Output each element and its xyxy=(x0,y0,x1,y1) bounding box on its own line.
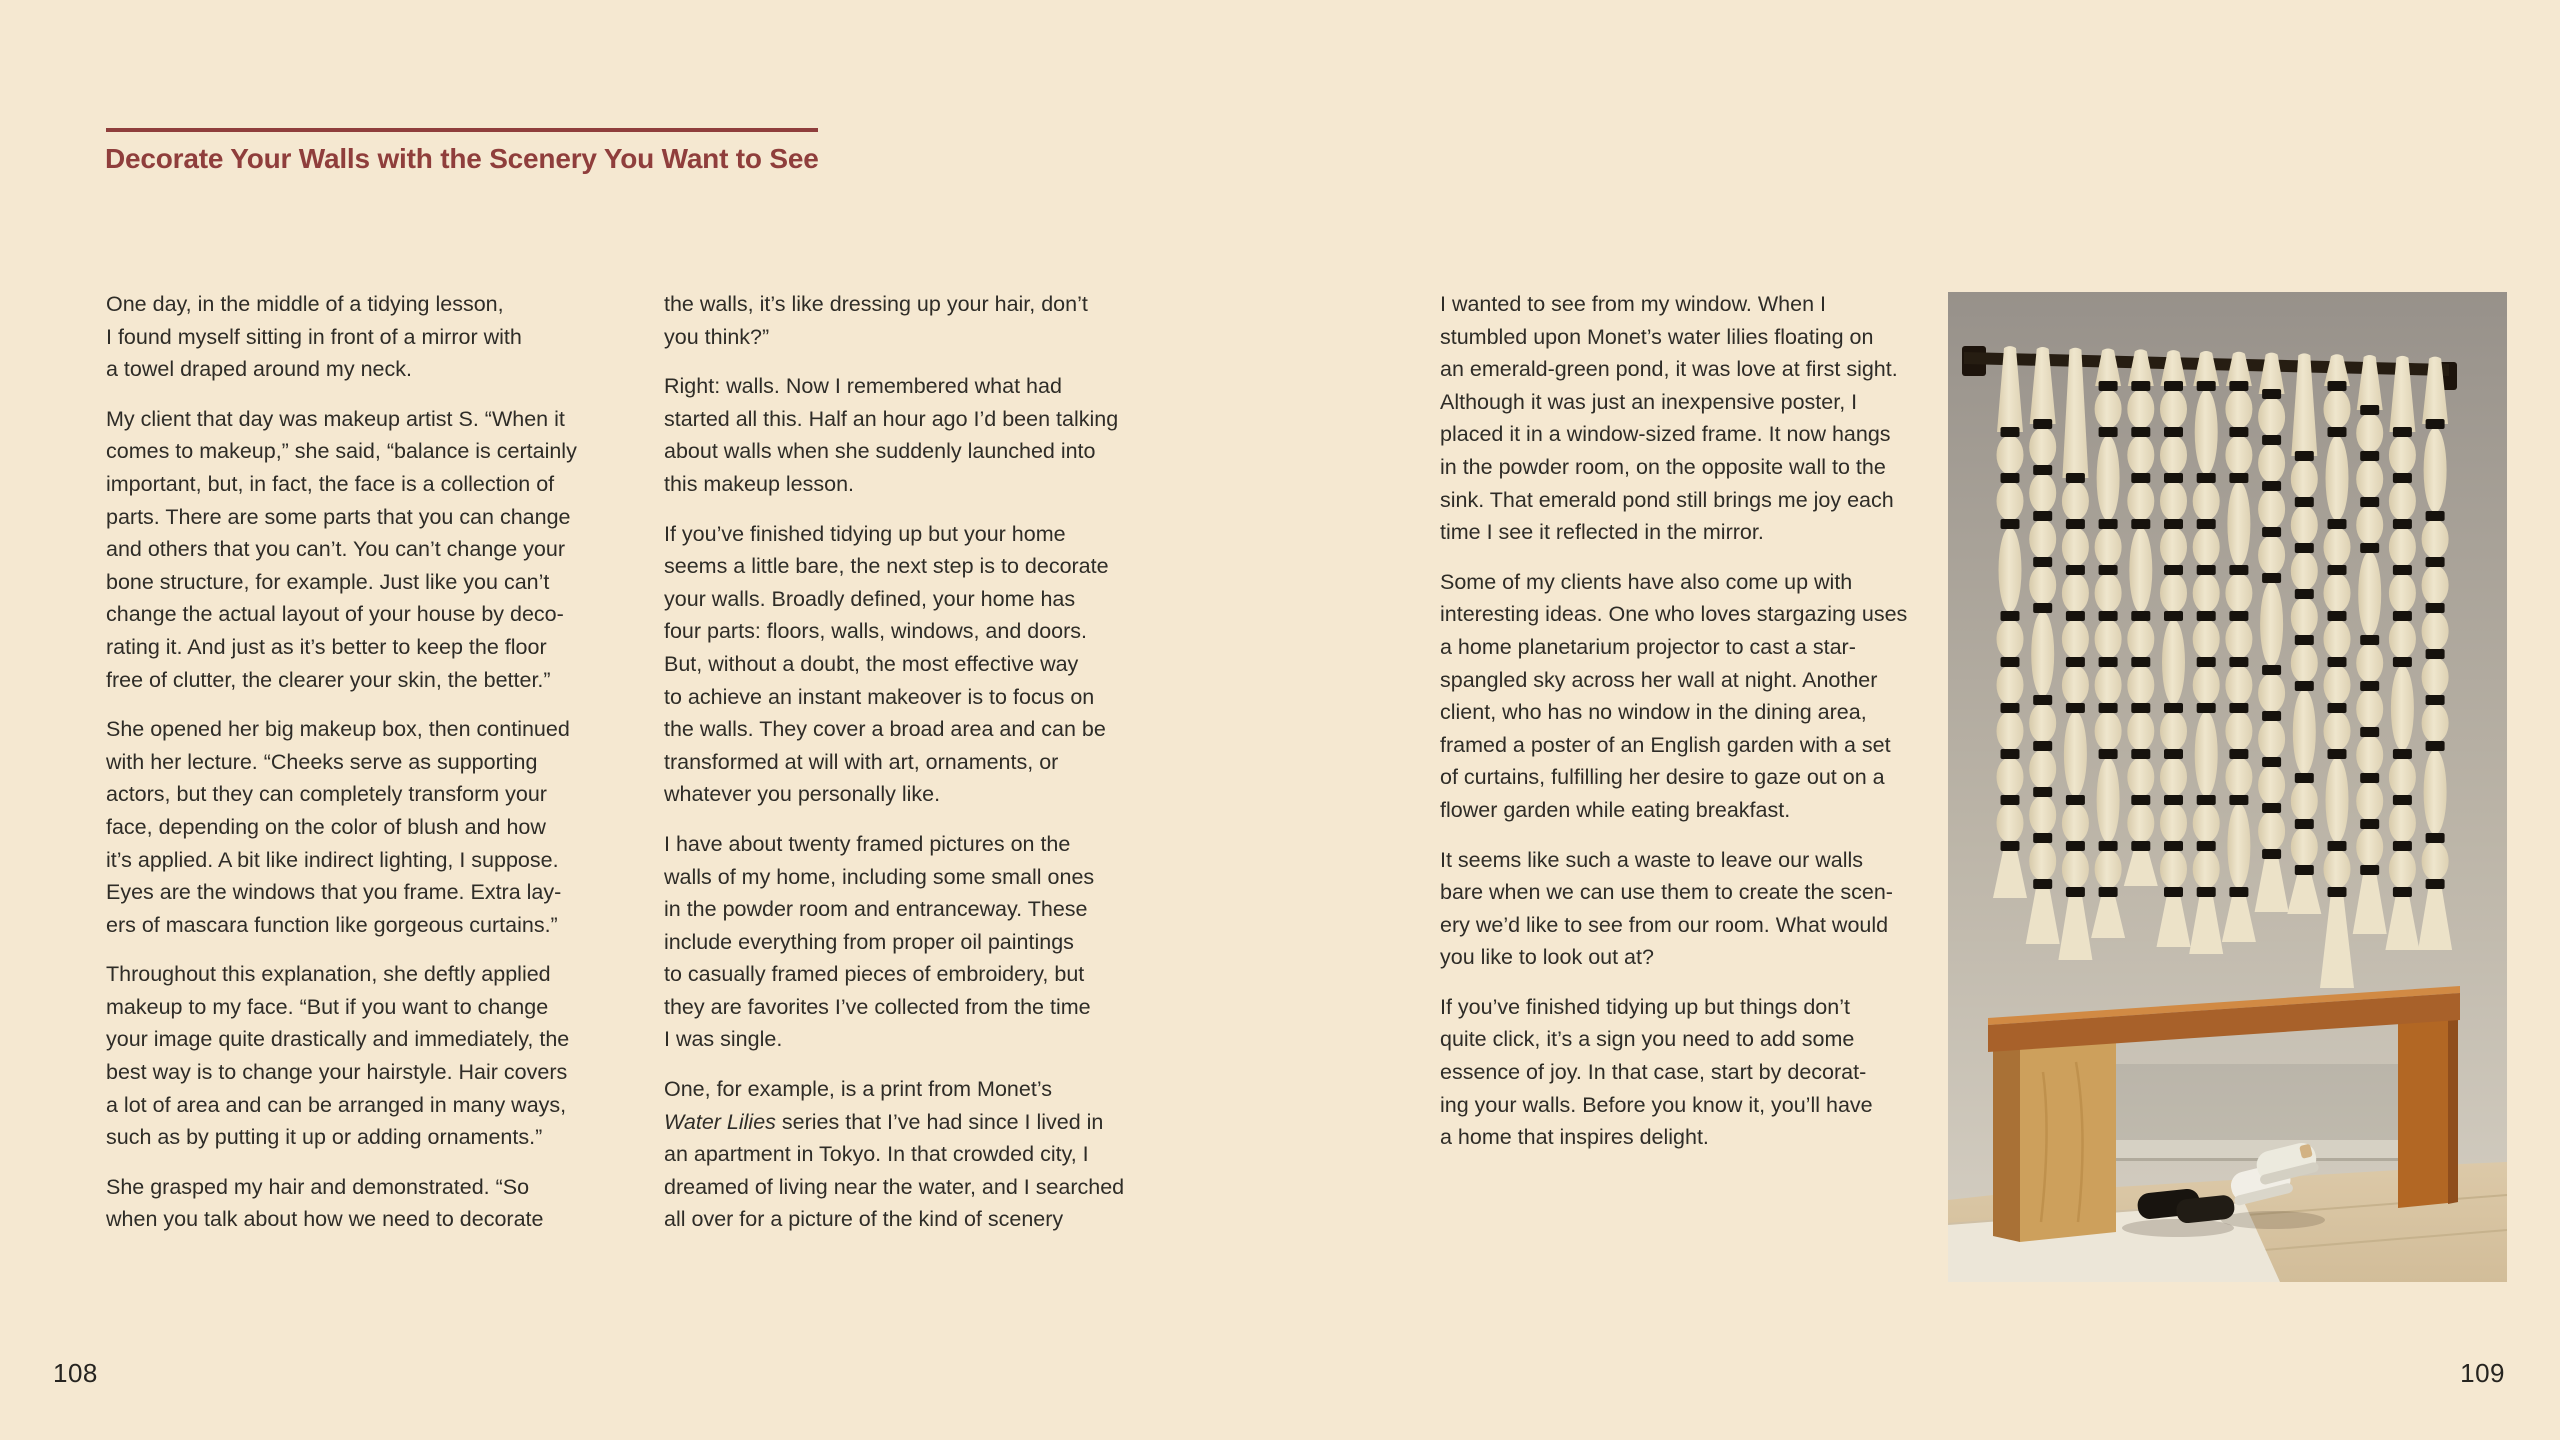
text-line: in the powder room, on the opposite wall to the xyxy=(1440,454,1886,479)
page-number-right: 109 xyxy=(2460,1358,2505,1388)
text-line: She opened her big makeup box, then continued xyxy=(106,717,570,742)
baseboard xyxy=(2108,1140,2408,1158)
text-line: your image quite drastically and immediately, the xyxy=(106,1027,570,1052)
text-line: seems a little bare, the next step is to decorate xyxy=(664,554,1109,579)
text-line: If you’ve finished tidying up but things don’t xyxy=(1440,994,1850,1019)
text-line: to achieve an instant makeover is to focus on xyxy=(664,684,1095,709)
paragraph xyxy=(106,958,576,1154)
text-line: this makeup lesson. xyxy=(664,471,855,496)
text-line: Eyes are the windows that you frame. Extra lay- xyxy=(106,880,562,905)
text-line: But, without a doubt, the most effective way xyxy=(664,651,1079,676)
text-line: It seems like such a waste to leave our walls xyxy=(1440,847,1864,872)
text-line: bone structure, for example. Just like you can’t xyxy=(106,569,550,594)
paragraph xyxy=(1440,991,1910,1154)
text-line: started all this. Half an hour ago I’d been talking xyxy=(664,406,1119,431)
text-line: I found myself sitting in front of a mirror with xyxy=(106,324,522,349)
text-column-right xyxy=(1440,288,1910,1171)
text-line: face, depending on the color of blush and how xyxy=(106,814,546,839)
text-line: I wanted to see from my window. When I xyxy=(1440,292,1826,316)
text-line: walls of my home, including some small ones xyxy=(664,864,1095,889)
text-line: with her lecture. “Cheeks serve as supporting xyxy=(106,749,538,774)
paragraph xyxy=(106,288,576,386)
paragraph xyxy=(664,288,1134,353)
text-column-middle xyxy=(664,288,1134,1253)
text-line: makeup to my face. “But if you want to change xyxy=(106,994,549,1019)
page-number-left: 108 xyxy=(53,1358,98,1388)
text-line: interesting ideas. One who loves stargazing uses xyxy=(1440,602,1908,627)
text-line: Throughout this explanation, she deftly applied xyxy=(106,962,551,987)
text-line: Water Lilies series that I’ve had since I lived in xyxy=(664,1109,1104,1134)
text-line: Right: walls. Now I remembered what had xyxy=(664,374,1062,399)
text-line: My client that day was makeup artist S. “When it xyxy=(106,406,565,431)
text-line: ing your walls. Before you know it, you’ll have xyxy=(1440,1092,1873,1117)
text-column-left xyxy=(106,288,576,1253)
text-line: sink. That emerald pond still brings me joy each xyxy=(1440,487,1894,512)
bench-leg-left-side xyxy=(1993,1047,2020,1242)
text-line: transformed at will with art, ornaments, or xyxy=(664,749,1059,774)
text-line: of curtains, fulfilling her desire to gaze out on a xyxy=(1440,765,1885,790)
text-line: One, for example, is a print from Monet’s xyxy=(664,1077,1052,1102)
text-line: If you’ve finished tidying up but your home xyxy=(664,521,1066,546)
text-line: about walls when she suddenly launched into xyxy=(664,439,1096,464)
text-line: in the powder room and entranceway. These xyxy=(664,897,1088,922)
text-line: She grasped my hair and demonstrated. “So xyxy=(106,1174,530,1199)
text-line: when you talk about how we need to decorate xyxy=(106,1207,544,1232)
text-line: a lot of area and can be arranged in many ways, xyxy=(106,1092,567,1117)
paragraph xyxy=(1440,566,1910,827)
text-line: all over for a picture of the kind of scenery xyxy=(664,1207,1064,1232)
text-line: time I see it reflected in the mirror. xyxy=(1440,520,1764,545)
text-line: four parts: floors, walls, windows, and doors. xyxy=(664,619,1088,644)
text-line: ers of mascara function like gorgeous curtains.” xyxy=(106,912,558,937)
text-line: to casually framed pieces of embroidery, but xyxy=(664,962,1085,987)
paragraph xyxy=(664,1073,1134,1236)
text-line: actors, but they can completely transform your xyxy=(106,782,547,807)
text-line: change the actual layout of your house by deco- xyxy=(106,602,564,627)
text-line: such as by putting it up or adding ornaments.” xyxy=(106,1125,543,1150)
text-line: they are favorites I’ve collected from the time xyxy=(664,994,1091,1019)
text-line: stumbled upon Monet’s water lilies floating on xyxy=(1440,324,1874,349)
text-line: placed it in a window-sized frame. It now hangs xyxy=(1440,422,1891,447)
text-line: you like to look out at? xyxy=(1440,945,1654,970)
text-line: framed a poster of an English garden with a set xyxy=(1440,732,1891,757)
text-line: rating it. And just as it’s better to keep the floor xyxy=(106,634,547,659)
text-line: a towel draped around my neck. xyxy=(106,357,412,382)
text-line: flower garden while eating breakfast. xyxy=(1440,797,1791,822)
paragraph xyxy=(664,518,1134,811)
shoe-shadow xyxy=(2221,1211,2325,1229)
paragraph xyxy=(1440,288,1910,549)
text-line: parts. There are some parts that you can change xyxy=(106,504,571,529)
text-line: client, who has no window in the dining area, xyxy=(1440,700,1867,725)
text-line: a home that inspires delight. xyxy=(1440,1125,1709,1150)
text-line: dreamed of living near the water, and I searched xyxy=(664,1174,1125,1199)
text-line: and others that you can’t. You can’t change your xyxy=(106,537,565,562)
shoe-shadow xyxy=(2122,1219,2234,1237)
paragraph xyxy=(1440,844,1910,974)
bench-leg-right-edge xyxy=(2448,1014,2458,1204)
text-line: quite click, it’s a sign you need to add some xyxy=(1440,1027,1855,1052)
text-line: whatever you personally like. xyxy=(664,782,941,807)
text-line: free of clutter, the clearer your skin, the better.” xyxy=(106,667,551,692)
text-line: your walls. Broadly defined, your home has xyxy=(664,586,1076,611)
underbench-shadow xyxy=(2116,1064,2398,1144)
text-line: the walls. They cover a broad area and can be xyxy=(664,717,1106,742)
paragraph xyxy=(106,1171,576,1236)
paragraph xyxy=(664,370,1134,500)
text-line: a home planetarium projector to cast a star- xyxy=(1440,634,1856,659)
text-line: Some of my clients have also come up with xyxy=(1440,569,1853,594)
text-line: ery we’d like to see from our room. What would xyxy=(1440,912,1889,937)
paragraph xyxy=(106,403,576,696)
text-line: spangled sky across her wall at night. Another xyxy=(1440,667,1878,692)
text-line: One day, in the middle of a tidying lesson, xyxy=(106,292,504,316)
paragraph xyxy=(106,713,576,941)
text-line: an emerald-green pond, it was love at first sight. xyxy=(1440,357,1898,382)
heading-rule xyxy=(106,128,818,132)
text-line: I was single. xyxy=(664,1027,783,1052)
text-line: include everything from proper oil paintings xyxy=(664,929,1074,954)
text-line: essence of joy. In that case, start by decorat- xyxy=(1440,1060,1867,1085)
text-line: bare when we can use them to create the scen- xyxy=(1440,880,1893,905)
text-line: important, but, in fact, the face is a collection of xyxy=(106,471,555,496)
bench-leg-left xyxy=(2020,1040,2116,1242)
page-title: Decorate Your Walls with the Scenery You Want to See xyxy=(105,143,819,174)
paragraph xyxy=(664,828,1134,1056)
text-line: best way is to change your hairstyle. Hair covers xyxy=(106,1060,568,1085)
text-line: I have about twenty framed pictures on the xyxy=(664,831,1071,856)
wall-hanging-photo xyxy=(1948,292,2507,1282)
text-line: you think?” xyxy=(664,324,770,349)
text-line: Although it was just an inexpensive poster, I xyxy=(1440,389,1858,414)
text-line: comes to makeup,” she said, “balance is certainly xyxy=(106,439,577,464)
text-line: it’s applied. A bit like indirect lighting, I suppose. xyxy=(106,847,559,872)
text-line: the walls, it’s like dressing up your hair, don’t xyxy=(664,292,1088,316)
text-line: an apartment in Tokyo. In that crowded city, I xyxy=(664,1142,1089,1167)
